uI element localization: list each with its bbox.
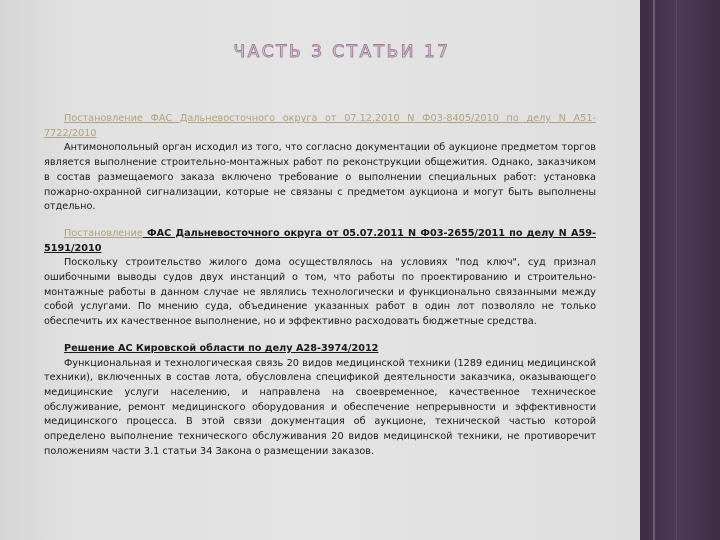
section-1-reference-link[interactable]: Постановление ФАС Дальневосточного округа от 07.12.2010 N Ф03-8405/2010 по делу N А51-7722/2010	[44, 113, 596, 139]
section-1-reference[interactable]	[44, 112, 596, 141]
section-2-reference[interactable]	[44, 227, 596, 256]
section-2-reference-prefix[interactable]: Постановление	[64, 227, 143, 239]
slide-content	[44, 112, 596, 459]
section-2-body: Поскольку строительство жилого дома осуществлялось на условиях "под ключ", суд признал ошибочными выводы судов двух инстанций о том, что работы по проектированию и строительно-монтажные работы в данном случае не являлись технологически и функционально связанными между собой услугами. По мнению суда, объединение указанных работ в один лот позволяло не только обеспечить их качественное выполнение, но и эффективно расходовать бюджетные средства.	[44, 257, 596, 328]
decorative-side-line	[653, 0, 655, 540]
section-3-reference-link[interactable]: Решение АС Кировской области по делу А28-3974/2012	[64, 342, 379, 354]
section-3-reference[interactable]	[44, 342, 596, 357]
section-3-body: Функциональная и технологическая связь 20 видов медицинской техники (1289 единиц медицинской техники), включенных в состав лота, обусловлена спецификой деятельности заказчика, оказывающего медицинские услуги населению, и направлена на своевременное, качественное техническое обслуживание, ремонт медицинского оборудования и обеспечение непрерывности и эффективности медицинского процесса. В этой связи документация об аукционе, технической частью которой определено выполнение технического обслуживания 20 видов медицинской техники, не противоречит положениям части 3.1 статьи 34 Закона о размещении заказов.	[44, 357, 596, 457]
slide-title: ЧАСТЬ 3 СТАТЬИ 17	[233, 42, 451, 62]
section-2-reference-link[interactable]: ФАС Дальневосточного округа от 05.07.2011 N Ф03-2655/2011 по делу N А59-5191/2010	[44, 227, 596, 254]
decorative-side-panel	[640, 0, 720, 540]
decorative-side-line-thin	[676, 0, 677, 540]
section-1-body: Антимонопольный орган исходил из того, что согласно документации об аукционе предметом торгов является выполнение строительно-монтажных работ по реконструкции общежития. Однако, заказчиком в состав размещаемого заказа включено требование о выполнении специальных работ: установка пожарно-охранной сигнализации, которые не связаны с предметом аукциона и могут быть выполнены отдельно.	[44, 142, 596, 213]
